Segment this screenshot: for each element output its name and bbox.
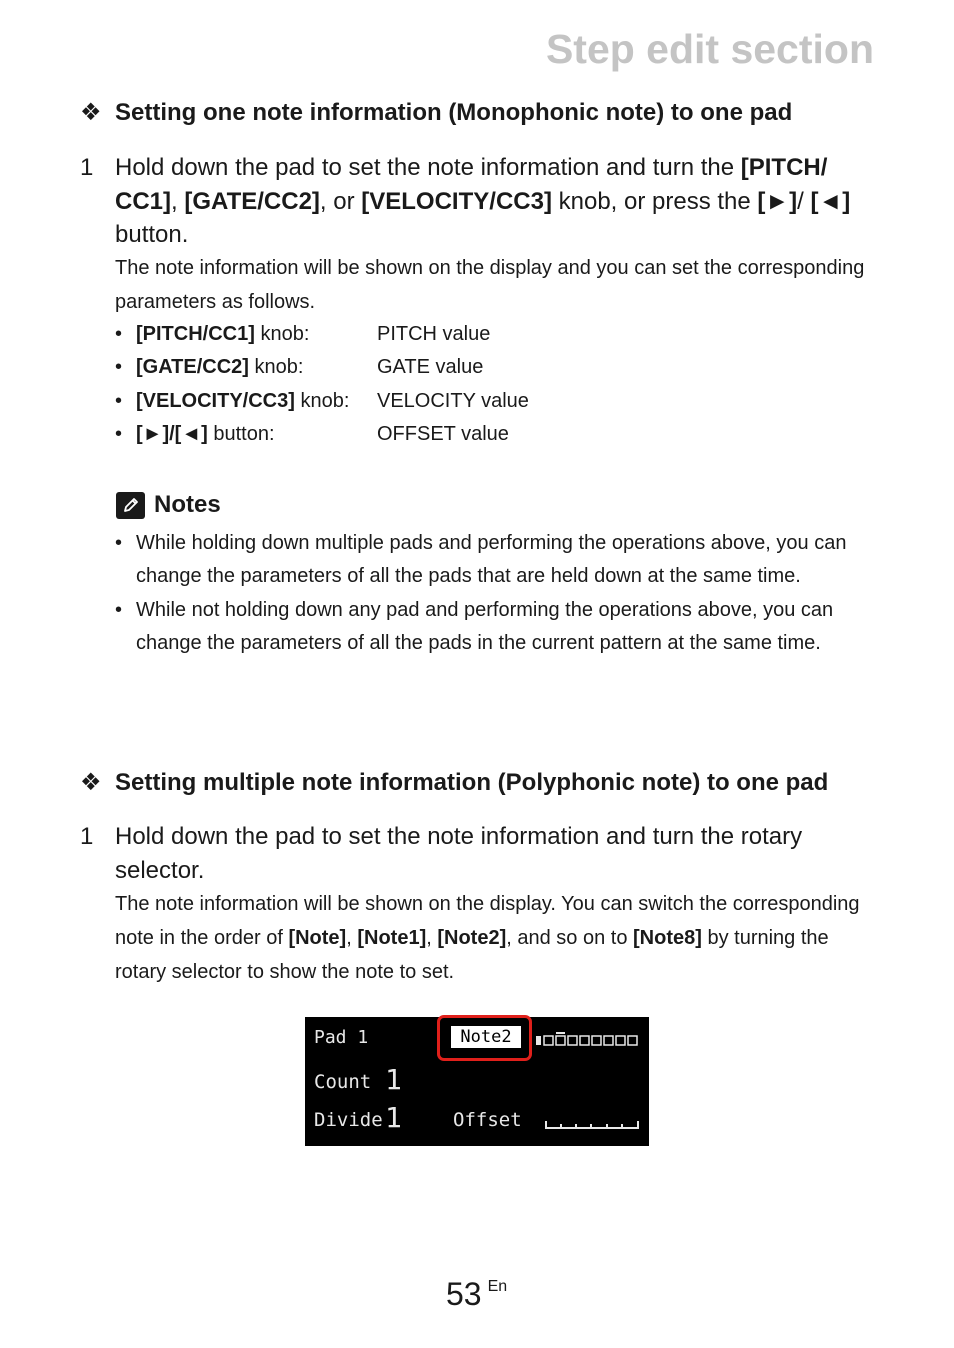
desc2-segment: , <box>426 927 438 949</box>
note-item <box>115 527 885 594</box>
parameter-value: OFFSET value <box>377 422 509 445</box>
parameter-control <box>136 385 377 418</box>
parameter-item <box>115 418 529 451</box>
parameter-control <box>136 318 377 351</box>
step1-segment: [◄] <box>810 187 851 215</box>
section1-step <box>80 151 880 252</box>
step-number: 1 <box>80 154 94 181</box>
desc2-segment: The note information will be shown on the display. You can switch the corresponding note in the order of <box>115 893 860 949</box>
step1-segment: [►] <box>757 187 798 215</box>
parameter-value: GATE value <box>377 356 484 379</box>
desc2-segment: , <box>346 927 358 949</box>
parameter-value: PITCH value <box>377 323 491 345</box>
desc2-segment: [Note] <box>288 927 347 949</box>
step1-segment: [GATE/CC2] <box>184 187 320 215</box>
notes-list <box>115 527 885 660</box>
parameter-item <box>115 318 529 351</box>
step1-segment: knob, or press the <box>551 187 758 215</box>
section2-description <box>115 887 885 989</box>
display-offset-label: Offset <box>453 1109 522 1131</box>
note-slot <box>628 1036 637 1045</box>
desc2-segment: [Note2] <box>437 927 507 949</box>
note-item <box>115 594 885 661</box>
parameter-control-type: knob: <box>294 389 350 412</box>
section2-heading-text: Setting multiple note information (Polyphonic note) to one pad <box>115 769 829 796</box>
step1-segment: button. <box>115 221 189 248</box>
parameter-control <box>136 351 377 384</box>
desc2-segment: [Note8] <box>633 927 702 949</box>
section-header: Step edit section <box>545 26 874 72</box>
pencil-icon <box>116 492 145 519</box>
parameter-control-type: knob: <box>254 323 310 345</box>
parameter-list <box>115 318 529 451</box>
note-text: While not holding down any pad and performing the operations above, you can change the parameters of all the pads in the current pattern at the same time. <box>136 598 834 654</box>
note-slot <box>544 1036 553 1045</box>
offset-scale <box>545 1117 640 1131</box>
step1-segment: [PITCH/ CC1] <box>115 154 828 215</box>
note-slot-cursor <box>556 1032 565 1034</box>
parameter-key: [GATE/CC2] <box>136 356 249 379</box>
section1-description: The note information will be shown on the display and you can set the corresponding parameters as follows. <box>115 257 865 313</box>
diamond-bullet-icon: ❖ <box>80 769 102 796</box>
note-slot <box>616 1036 625 1045</box>
parameter-key: [VELOCITY/CC3] <box>136 389 295 412</box>
note-slot-marker <box>536 1036 541 1045</box>
diamond-bullet-icon: ❖ <box>80 99 102 126</box>
note-slot <box>592 1036 601 1045</box>
parameter-control-type: knob: <box>248 356 304 379</box>
step1-segment: / <box>797 187 811 215</box>
parameter-value: VELOCITY value <box>377 389 529 412</box>
section1-step-text <box>115 151 880 252</box>
section2-step <box>80 820 880 887</box>
bullet-icon: • <box>115 356 123 379</box>
step1-segment: , or <box>319 187 362 215</box>
display-divide-label: Divide <box>314 1109 383 1131</box>
section1-heading-text: Setting one note information (Monophonic note) to one pad <box>115 99 793 126</box>
step-number: 1 <box>80 823 94 850</box>
section2-step-text: Hold down the pad to set the note information and turn the rotary selector. <box>115 823 803 884</box>
step1-segment: Hold down the pad to set the note information and turn the <box>115 154 741 181</box>
display-divide-value: 1 <box>385 1101 402 1134</box>
desc2-segment: by turning the rotary selector to show the note to set. <box>115 927 829 983</box>
page-number-value: 53 <box>446 1276 482 1312</box>
note-slot <box>580 1036 589 1045</box>
desc2-segment: , and so on to <box>506 927 634 949</box>
parameter-key: [PITCH/CC1] <box>136 323 255 345</box>
parameter-key: [►]/[◄] <box>136 422 208 445</box>
notes-title-text: Notes <box>154 491 221 518</box>
section2-heading <box>80 767 828 799</box>
display-count-value: 1 <box>385 1063 402 1096</box>
note-text: While holding down multiple pads and performing the operations above, you can change the parameters of all the pads that are held down at the same time. <box>136 532 847 588</box>
page-language: En <box>487 1278 508 1295</box>
display-pad-label: Pad 1 <box>314 1027 369 1048</box>
bullet-icon: • <box>115 598 123 621</box>
step1-segment: [VELOCITY/CC3] <box>361 187 552 215</box>
note-slot-indicators <box>536 1032 640 1052</box>
bullet-icon: • <box>115 422 123 445</box>
parameter-item <box>115 351 529 384</box>
device-display <box>305 1017 649 1146</box>
section1-heading <box>80 97 792 129</box>
note-slot-svg <box>536 1032 640 1048</box>
bullet-icon: • <box>115 323 123 345</box>
display-count-label: Count <box>314 1071 372 1093</box>
step1-segment: , <box>171 187 185 215</box>
parameter-control <box>136 418 377 451</box>
note-slot <box>604 1036 613 1045</box>
parameter-item <box>115 385 529 418</box>
note-slot <box>568 1036 577 1045</box>
desc2-segment: [Note1] <box>357 927 427 949</box>
bullet-icon: • <box>115 532 123 554</box>
bullet-icon: • <box>115 389 123 412</box>
page-number <box>446 1276 507 1313</box>
display-note-label: Note2 <box>451 1026 521 1048</box>
note-slot-selected <box>556 1036 565 1045</box>
parameter-control-type: button: <box>207 422 275 445</box>
notes-title <box>116 491 221 519</box>
